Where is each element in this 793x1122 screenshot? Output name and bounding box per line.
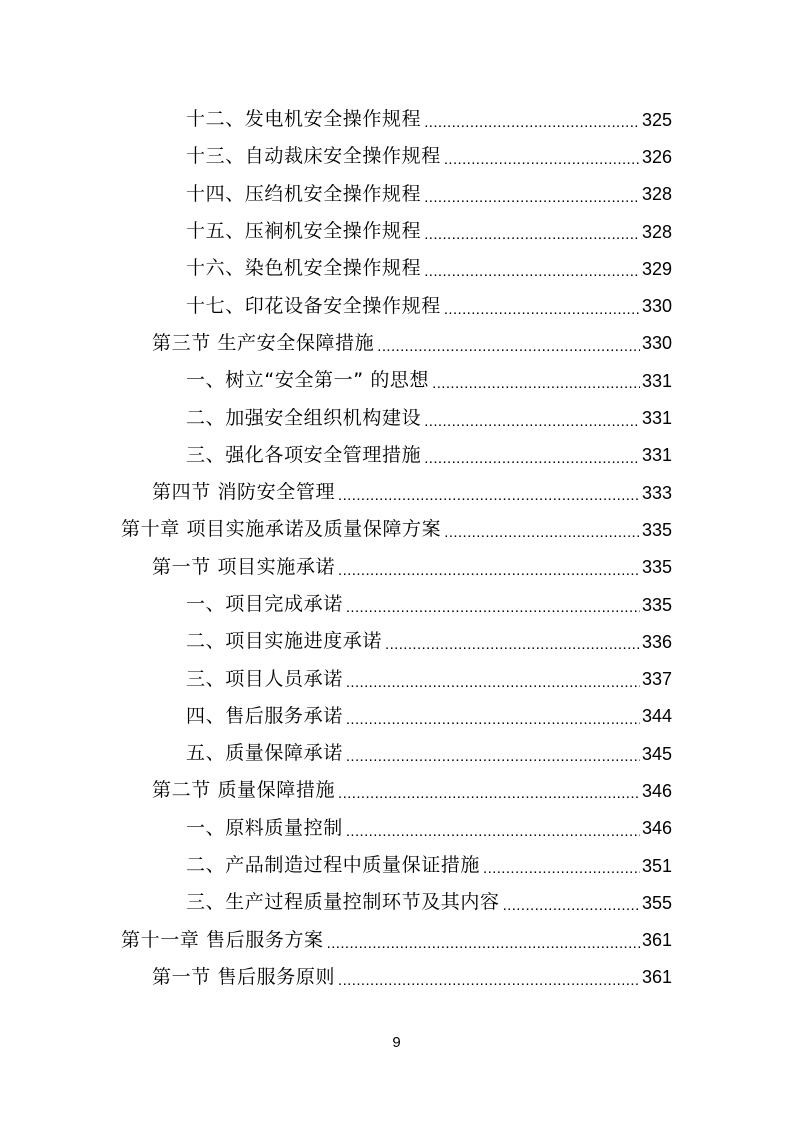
dot-leader (424, 264, 640, 279)
toc-entry[interactable] (0, 362, 793, 399)
dot-leader (338, 488, 640, 503)
toc-entry-title: 二、项目实施进度承诺 (186, 630, 383, 653)
toc-entry[interactable] (0, 735, 793, 772)
toc-page-number: 330 (641, 296, 672, 317)
toc-entry[interactable] (0, 922, 793, 959)
toc-page-number: 346 (641, 780, 672, 801)
toc-page-number: 333 (641, 482, 672, 503)
toc-entry[interactable] (0, 213, 793, 250)
dot-leader (346, 712, 640, 727)
toc-entry[interactable] (0, 176, 793, 213)
toc-page-number: 355 (641, 892, 672, 913)
dot-leader (338, 973, 640, 988)
toc-page-number: 337 (641, 669, 672, 690)
dot-leader (424, 451, 640, 466)
toc-page-number: 335 (641, 594, 672, 615)
toc-entry-title: 一、项目完成承诺 (186, 593, 343, 615)
toc-entry[interactable] (0, 437, 793, 474)
toc-page-number: 344 (641, 706, 672, 727)
toc-entry-title: 三、生产过程质量控制环节及其内容 (186, 891, 500, 914)
dot-leader (338, 786, 640, 801)
toc-entry[interactable] (0, 586, 793, 623)
toc-page-number: 351 (641, 855, 672, 876)
dot-leader (346, 600, 640, 615)
dot-leader (444, 302, 640, 317)
toc-entry-title: 第四节 消防安全管理 (152, 481, 336, 504)
toc-page-number: 331 (641, 445, 672, 466)
toc-page-number: 335 (641, 519, 672, 540)
dot-leader (346, 824, 640, 839)
dot-leader (424, 414, 640, 429)
toc-entry[interactable] (0, 101, 793, 138)
toc-page-number: 326 (641, 146, 672, 167)
toc-page-number: 330 (641, 333, 672, 354)
toc-entry-title: 十七、印花设备安全操作规程 (186, 294, 441, 317)
toc-entry[interactable] (0, 772, 793, 809)
toc-entry-title: 五、质量保障承诺 (186, 742, 343, 765)
toc-entry-title: 十六、染色机安全操作规程 (186, 257, 422, 280)
toc-page-number: 346 (641, 818, 672, 839)
table-of-contents (0, 101, 793, 996)
dot-leader (432, 376, 640, 391)
toc-entry[interactable] (0, 549, 793, 586)
dot-leader (503, 898, 640, 913)
dot-leader (327, 936, 640, 951)
dot-leader (424, 227, 640, 242)
toc-entry[interactable] (0, 287, 793, 324)
toc-entry[interactable] (0, 250, 793, 287)
toc-entry[interactable] (0, 847, 793, 884)
toc-page-number: 331 (641, 408, 672, 429)
toc-page-number: 325 (641, 109, 672, 130)
dot-leader (424, 115, 640, 130)
toc-entry-title: 第一节 项目实施承诺 (152, 555, 336, 578)
toc-page-number: 361 (641, 930, 672, 951)
toc-page-number: 361 (641, 967, 672, 988)
toc-entry-title: 一、原料质量控制 (186, 816, 343, 839)
toc-entry-title: 十二、发电机安全操作规程 (186, 108, 422, 131)
dot-leader (444, 152, 640, 167)
toc-entry[interactable] (0, 511, 793, 548)
toc-entry[interactable] (0, 623, 793, 660)
toc-entry[interactable] (0, 884, 793, 921)
toc-page-number: 328 (641, 184, 672, 205)
toc-page-number: 328 (641, 221, 672, 242)
dot-leader (385, 637, 640, 652)
toc-entry-title: 十三、自动裁床安全操作规程 (186, 145, 441, 168)
toc-entry[interactable] (0, 959, 793, 996)
toc-entry-title: 第十章 项目实施承诺及质量保障方案 (121, 518, 442, 541)
toc-page-number: 335 (641, 557, 672, 578)
toc-entry-title: 三、强化各项安全管理措施 (186, 443, 422, 466)
dot-leader (346, 749, 640, 764)
toc-page-number: 329 (641, 258, 672, 279)
toc-page-number: 336 (641, 631, 672, 652)
toc-entry[interactable] (0, 325, 793, 362)
toc-entry-title: 一、树立“安全第一” 的思想 (186, 369, 430, 392)
toc-entry-title: 二、加强安全组织机构建设 (186, 406, 422, 429)
page-number-footer: 9 (392, 1034, 401, 1051)
toc-entry[interactable] (0, 660, 793, 697)
dot-leader (444, 525, 640, 540)
toc-entry-title: 第二节 质量保障措施 (152, 779, 336, 802)
toc-entry-title: 四、售后服务承诺 (186, 704, 343, 727)
toc-entry[interactable] (0, 810, 793, 847)
dot-leader (338, 563, 640, 578)
dot-leader (377, 339, 640, 354)
toc-entry-title: 二、产品制造过程中质量保证措施 (186, 854, 481, 877)
toc-entry-title: 十五、压裥机安全操作规程 (186, 220, 422, 243)
toc-page-number: 345 (641, 743, 672, 764)
toc-entry[interactable] (0, 698, 793, 735)
dot-leader (346, 675, 640, 690)
toc-entry[interactable] (0, 138, 793, 175)
dot-leader (424, 190, 640, 205)
dot-leader (483, 861, 640, 876)
toc-entry-title: 十四、压绉机安全操作规程 (186, 182, 422, 205)
toc-entry-title: 第十一章 售后服务方案 (121, 928, 324, 951)
toc-entry-title: 第三节 生产安全保障措施 (152, 331, 375, 354)
toc-entry-title: 第一节 售后服务原则 (152, 965, 336, 988)
toc-entry[interactable] (0, 474, 793, 511)
toc-entry-title: 三、项目人员承诺 (186, 667, 343, 690)
toc-entry[interactable] (0, 399, 793, 436)
toc-page-number: 331 (641, 370, 672, 391)
